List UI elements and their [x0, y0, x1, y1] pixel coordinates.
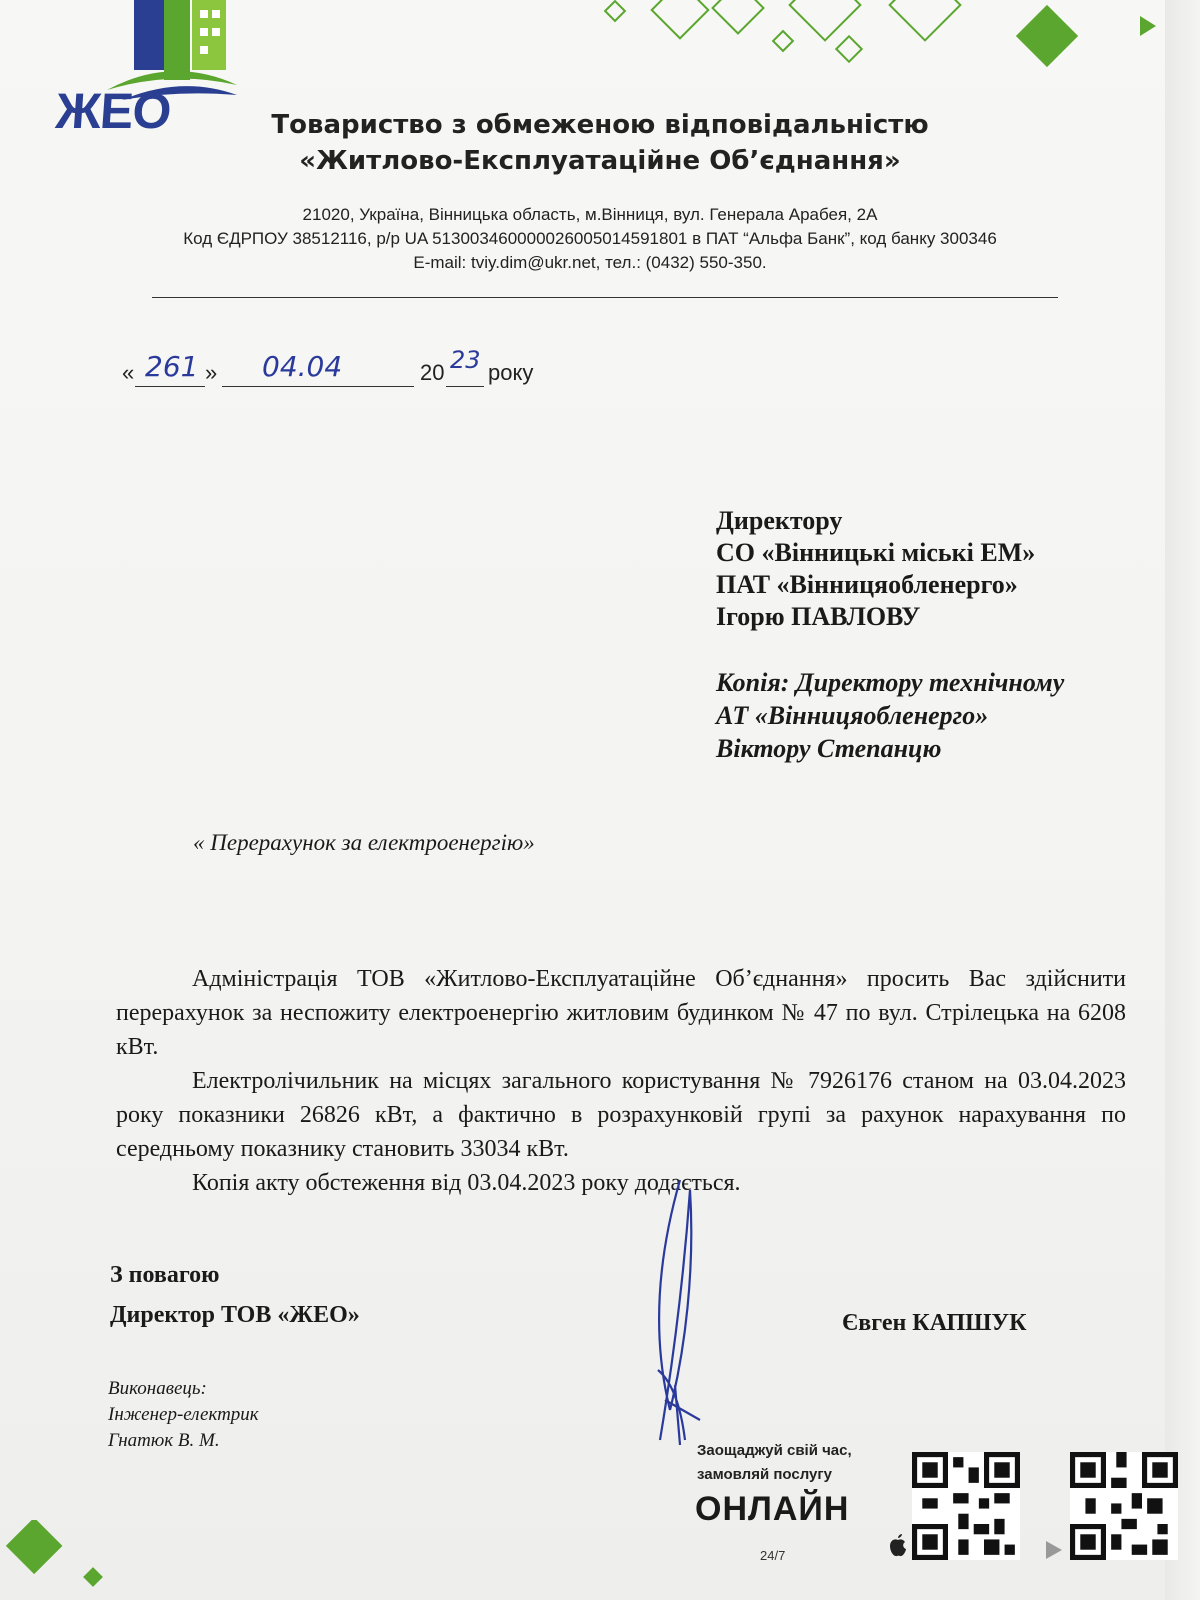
- year-prefix: 20: [420, 360, 445, 385]
- close-quote: »: [205, 360, 218, 385]
- company-name-line2: «Житлово-Експлуатаційне Об’єднання»: [299, 146, 901, 176]
- year-suffix: 23: [450, 346, 481, 374]
- promo-line1: Заощаджуй свій час,: [697, 1442, 852, 1459]
- company-name-line1: Товариство з обмеженою відповідальністю: [271, 110, 929, 140]
- play-store-icon: [1045, 1540, 1063, 1560]
- open-quote: «: [122, 360, 135, 385]
- document-number: 261: [145, 350, 199, 383]
- number-underline: [135, 386, 205, 387]
- date-line: [122, 360, 134, 386]
- qr-code-ios: [912, 1452, 1020, 1560]
- executor-label: Виконавець:: [108, 1378, 207, 1399]
- header-divider: [152, 297, 1058, 298]
- letter-subject: « Перерахунок за електроенергію»: [193, 830, 535, 855]
- footer-decoration: [0, 1520, 120, 1600]
- addressee-line: Ігорю ПАВЛОВУ: [716, 602, 921, 631]
- document-date: 04.04: [262, 350, 343, 383]
- addressee-line: ПАТ «Вінницяобленерго»: [716, 570, 1018, 599]
- addressee-line: Директору: [716, 506, 843, 535]
- company-bank-details: Код ЄДРПОУ 38512116, р/р UA 513003460000026005014591801 в ПАТ “Альфа Банк”, код банку 300346: [183, 229, 997, 248]
- promo-line2: замовляй послугу: [697, 1466, 832, 1483]
- logo-text: ЖЕО: [54, 83, 173, 139]
- promo-hours: 24/7: [760, 1548, 786, 1563]
- year-word: року: [488, 360, 534, 385]
- body-paragraph: Адміністрація ТОВ «Житлово-Експлуатаційне Об’єднання» просить Вас здійснити перерахунок за неспожиту електроенергію житловим будинком № 47 по вул. Стрілецька на 6208 кВт.: [116, 966, 1126, 1060]
- company-address: 21020, Україна, Вінницька область, м.Вінниця, вул. Генерала Арабея, 2А: [302, 205, 878, 224]
- copy-line: Віктору Степанцю: [716, 734, 942, 763]
- year-underline: [446, 386, 484, 387]
- signer-position: Директор ТОВ «ЖЕО»: [110, 1302, 360, 1328]
- handwritten-signature: [640, 1170, 730, 1450]
- qr-code-android: [1070, 1452, 1178, 1560]
- apple-icon: [888, 1532, 908, 1558]
- closing-regards: З повагою: [110, 1262, 220, 1288]
- body-paragraph: Електролічильник на місцях загального користування № 7926176 станом на 03.04.2023 року показники 26826 кВт, а фактично в розрахунковій групі за рахунок нарахування по середньому показнику становить 33034 кВт.: [116, 1068, 1126, 1162]
- copy-line: АТ «Вінницяобленерго»: [716, 701, 989, 730]
- promo-online: ОНЛАЙН: [695, 1490, 850, 1528]
- executor-name: Гнатюк В. М.: [108, 1430, 220, 1451]
- addressee-line: СО «Вінницькі міські ЕМ»: [716, 538, 1036, 567]
- header-decoration: [600, 0, 1160, 80]
- signer-name: Євген КАПШУК: [842, 1310, 1027, 1336]
- copy-line: Копія: Директору технічному: [716, 668, 1065, 697]
- letter-body: [116, 962, 1126, 1200]
- date-underline: [222, 386, 414, 387]
- executor-role: Інженер-електрик: [108, 1404, 259, 1425]
- company-contacts: E-mail: tviy.dim@ukr.net, тел.: (0432) 550-350.: [413, 253, 767, 272]
- body-paragraph: Копія акту обстеження від 03.04.2023 року додається.: [192, 1170, 741, 1196]
